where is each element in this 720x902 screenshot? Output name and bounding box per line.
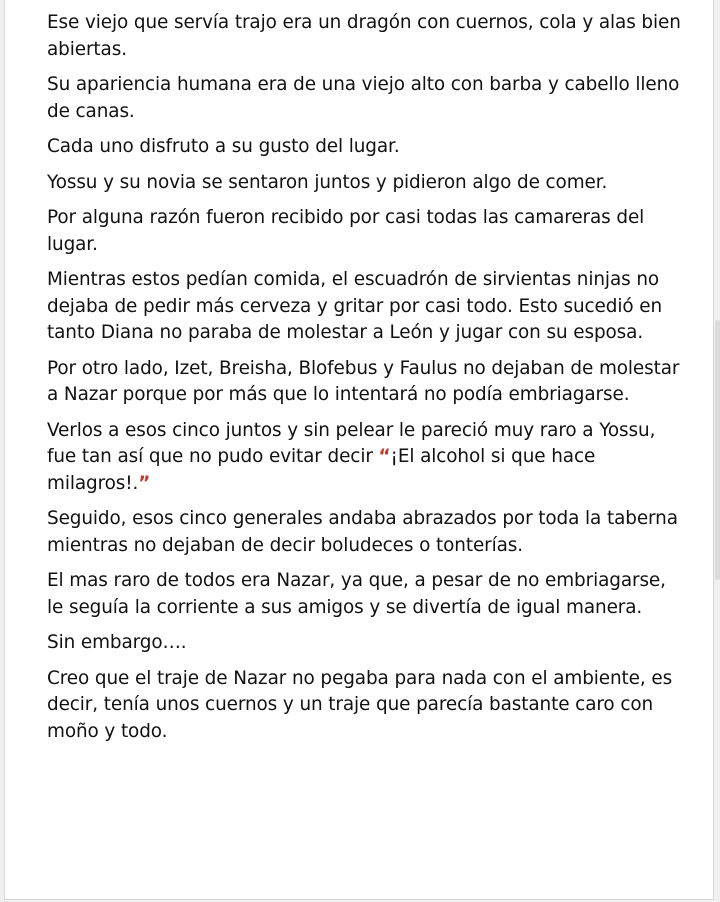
- document-page: [4, 0, 714, 900]
- paragraph-12: Creo que el traje de Nazar no pegaba para nada con el ambiente, es decir, tenía unos cuernos y un traje que parecía bastante caro con moño y todo.: [47, 667, 673, 742]
- document-body: [47, 10, 687, 754]
- paragraph-11: Sin embargo….: [47, 632, 187, 653]
- open-quote-mark: “: [378, 446, 391, 467]
- paragraph-1: Ese viejo que servía trajo era un dragón con cuernos, cola y alas bien abiertas.: [47, 12, 681, 60]
- vertical-scrollbar[interactable]: [715, 320, 720, 580]
- close-quote-mark: ”: [138, 472, 151, 494]
- paragraph-5: Por alguna razón fueron recibido por casi todas las camareras del lugar.: [47, 207, 645, 255]
- quote-text: ¡El alcohol si que hace milagros!.: [47, 446, 596, 494]
- paragraph-9: Seguido, esos cinco generales andaba abrazados por toda la taberna mientras no dejaban de decir boludeces o tonterías.: [47, 508, 678, 556]
- paragraph-6: Mientras estos pedían comida, el escuadrón de sirvientas ninjas no dejaba de pedir más cerveza y gritar por casi todo. Esto sucedió en tanto Diana no paraba de molestar a León y jugar con su esposa.: [47, 269, 663, 343]
- quote-lead-text: Verlos a esos cinco juntos y sin pelear le pareció muy raro a Yossu, fue tan así que no pudo evitar decir: [47, 419, 656, 467]
- paragraph-3: Cada uno disfruto a su gusto del lugar.: [47, 136, 400, 157]
- paragraph-7: Por otro lado, Izet, Breisha, Blofebus y Faulus no dejaban de molestar a Nazar porque por más que lo intentará no podía embriagarse.: [47, 357, 680, 405]
- paragraph-4: Yossu y su novia se sentaron juntos y pidieron algo de comer.: [47, 171, 608, 193]
- paragraph-10: El mas raro de todos era Nazar, ya que, a pesar de no embriagarse, le seguía la corriente a sus amigos y se divertía de igual manera.: [47, 570, 666, 618]
- paragraph-quote: [47, 418, 687, 498]
- paragraph-2: Su apariencia humana era de una viejo alto con barba y cabello lleno de canas.: [47, 74, 680, 122]
